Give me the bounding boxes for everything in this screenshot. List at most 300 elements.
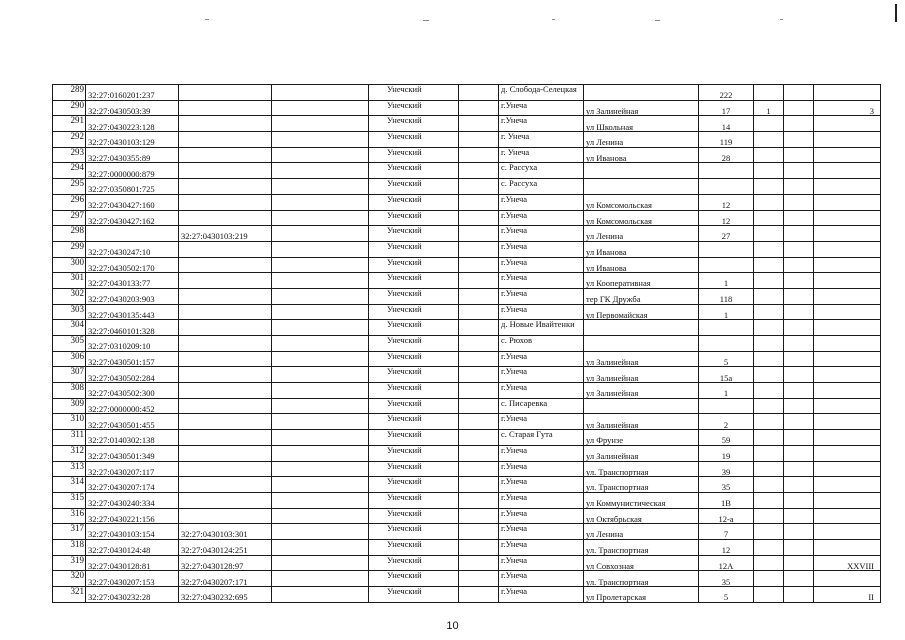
related-cadastral-number: 32:27:0430232:695 bbox=[179, 587, 272, 603]
district-cell: Унечский bbox=[369, 273, 459, 289]
house-number-cell: 2 bbox=[699, 414, 754, 430]
empty-cell bbox=[459, 508, 499, 524]
related-cadastral-number bbox=[179, 336, 272, 352]
locality-cell: г.Унеча bbox=[499, 116, 584, 132]
house-number-cell: 27 bbox=[699, 226, 754, 242]
street-cell: ул Октябрьская bbox=[584, 508, 699, 524]
related-cadastral-number bbox=[179, 179, 272, 195]
table-row bbox=[53, 147, 881, 163]
district-cell: Унечский bbox=[369, 445, 459, 461]
locality-cell: г.Унеча bbox=[499, 555, 584, 571]
row-number: 320 bbox=[53, 571, 86, 587]
house-number-cell: 12А bbox=[699, 555, 754, 571]
empty-cell bbox=[459, 445, 499, 461]
related-cadastral-number bbox=[179, 288, 272, 304]
locality-cell: г.Унеча bbox=[499, 241, 584, 257]
apartment-cell bbox=[814, 336, 881, 352]
table-row bbox=[53, 351, 881, 367]
building-cell bbox=[754, 398, 784, 414]
cadastral-number: 32:27:0430501:157 bbox=[86, 351, 179, 367]
empty-cell bbox=[272, 116, 369, 132]
district-cell: Унечский bbox=[369, 100, 459, 116]
apartment-cell bbox=[814, 288, 881, 304]
locality-cell: д. Новые Ивайтенки bbox=[499, 320, 584, 336]
apartment-cell bbox=[814, 508, 881, 524]
empty-cell bbox=[459, 430, 499, 446]
extra-cell bbox=[784, 477, 814, 493]
related-cadastral-number: 32:27:0430128:97 bbox=[179, 555, 272, 571]
table-row bbox=[53, 179, 881, 195]
row-number: 296 bbox=[53, 194, 86, 210]
cadastral-number: 32:27:0430503:39 bbox=[86, 100, 179, 116]
table-row bbox=[53, 85, 881, 101]
row-number: 306 bbox=[53, 351, 86, 367]
apartment-cell bbox=[814, 461, 881, 477]
building-cell bbox=[754, 288, 784, 304]
related-cadastral-number bbox=[179, 241, 272, 257]
locality-cell: с. Рюхов bbox=[499, 336, 584, 352]
building-cell bbox=[754, 194, 784, 210]
cadastral-number: 32:27:0160201:237 bbox=[86, 85, 179, 101]
cadastral-number: 32:27:0460101:328 bbox=[86, 320, 179, 336]
empty-cell bbox=[272, 461, 369, 477]
apartment-cell bbox=[814, 571, 881, 587]
empty-cell bbox=[459, 100, 499, 116]
empty-cell bbox=[459, 179, 499, 195]
empty-cell bbox=[459, 414, 499, 430]
empty-cell bbox=[272, 179, 369, 195]
extra-cell bbox=[784, 179, 814, 195]
house-number-cell: 12 bbox=[699, 539, 754, 555]
locality-cell: с. Старая Гута bbox=[499, 430, 584, 446]
building-cell bbox=[754, 226, 784, 242]
house-number-cell: 12 bbox=[699, 194, 754, 210]
table-row bbox=[53, 210, 881, 226]
related-cadastral-number bbox=[179, 492, 272, 508]
row-number: 305 bbox=[53, 336, 86, 352]
locality-cell: г.Унеча bbox=[499, 194, 584, 210]
empty-cell bbox=[459, 226, 499, 242]
locality-cell: г.Унеча bbox=[499, 524, 584, 540]
district-cell: Унечский bbox=[369, 163, 459, 179]
building-cell bbox=[754, 320, 784, 336]
extra-cell bbox=[784, 539, 814, 555]
related-cadastral-number bbox=[179, 430, 272, 446]
building-cell bbox=[754, 383, 784, 399]
cadastral-number: 32:27:0430247:10 bbox=[86, 241, 179, 257]
apartment-cell bbox=[814, 273, 881, 289]
row-number: 291 bbox=[53, 116, 86, 132]
row-number: 312 bbox=[53, 445, 86, 461]
locality-cell: г.Унеча bbox=[499, 508, 584, 524]
extra-cell bbox=[784, 100, 814, 116]
district-cell: Унечский bbox=[369, 304, 459, 320]
related-cadastral-number bbox=[179, 383, 272, 399]
apartment-cell bbox=[814, 194, 881, 210]
apartment-cell bbox=[814, 367, 881, 383]
building-cell bbox=[754, 571, 784, 587]
locality-cell: г. Унеча bbox=[499, 132, 584, 148]
empty-cell bbox=[459, 587, 499, 603]
related-cadastral-number bbox=[179, 132, 272, 148]
cadastral-number: 32:27:0430427:162 bbox=[86, 210, 179, 226]
street-cell: ул Залинейная bbox=[584, 367, 699, 383]
table-row bbox=[53, 132, 881, 148]
building-cell bbox=[754, 85, 784, 101]
street-cell: ул Комсомольская bbox=[584, 194, 699, 210]
cadastral-number: 32:27:0430103:154 bbox=[86, 524, 179, 540]
district-cell: Унечский bbox=[369, 351, 459, 367]
apartment-cell bbox=[814, 163, 881, 179]
apartment-cell bbox=[814, 383, 881, 399]
house-number-cell bbox=[699, 179, 754, 195]
apartment-cell: II bbox=[814, 587, 881, 603]
empty-cell bbox=[459, 461, 499, 477]
empty-cell bbox=[272, 241, 369, 257]
table-row bbox=[53, 100, 881, 116]
cadastral-number: 32:27:0430502:284 bbox=[86, 367, 179, 383]
empty-cell bbox=[459, 288, 499, 304]
locality-cell: г.Унеча bbox=[499, 288, 584, 304]
empty-cell bbox=[459, 383, 499, 399]
row-number: 299 bbox=[53, 241, 86, 257]
extra-cell bbox=[784, 304, 814, 320]
related-cadastral-number bbox=[179, 273, 272, 289]
row-number: 311 bbox=[53, 430, 86, 446]
cadastral-number: 32:27:0140302:138 bbox=[86, 430, 179, 446]
empty-cell bbox=[272, 367, 369, 383]
extra-cell bbox=[784, 414, 814, 430]
street-cell: ул Ленина bbox=[584, 132, 699, 148]
apartment-cell bbox=[814, 524, 881, 540]
table-row bbox=[53, 273, 881, 289]
extra-cell bbox=[784, 163, 814, 179]
house-number-cell: 119 bbox=[699, 132, 754, 148]
empty-cell bbox=[272, 85, 369, 101]
apartment-cell bbox=[814, 445, 881, 461]
district-cell: Унечский bbox=[369, 367, 459, 383]
district-cell: Унечский bbox=[369, 336, 459, 352]
district-cell: Унечский bbox=[369, 147, 459, 163]
table-row bbox=[53, 492, 881, 508]
house-number-cell: 5 bbox=[699, 351, 754, 367]
building-cell bbox=[754, 210, 784, 226]
row-number: 321 bbox=[53, 587, 86, 603]
related-cadastral-number bbox=[179, 320, 272, 336]
empty-cell bbox=[272, 430, 369, 446]
extra-cell bbox=[784, 273, 814, 289]
extra-cell bbox=[784, 492, 814, 508]
table-row bbox=[53, 383, 881, 399]
related-cadastral-number bbox=[179, 367, 272, 383]
cadastral-number: 32:27:0430501:349 bbox=[86, 445, 179, 461]
district-cell: Унечский bbox=[369, 383, 459, 399]
empty-cell bbox=[459, 367, 499, 383]
empty-cell bbox=[272, 194, 369, 210]
building-cell bbox=[754, 351, 784, 367]
locality-cell: г.Унеча bbox=[499, 571, 584, 587]
cadastral-number: 32:27:0430502:300 bbox=[86, 383, 179, 399]
locality-cell: д. Слобода-Селецкая bbox=[499, 85, 584, 101]
building-cell bbox=[754, 304, 784, 320]
apartment-cell bbox=[814, 414, 881, 430]
related-cadastral-number bbox=[179, 163, 272, 179]
apartment-cell bbox=[814, 539, 881, 555]
locality-cell: г.Унеча bbox=[499, 210, 584, 226]
house-number-cell: 12 bbox=[699, 210, 754, 226]
building-cell bbox=[754, 477, 784, 493]
empty-cell bbox=[459, 147, 499, 163]
cadastral-number: 32:27:0430240:334 bbox=[86, 492, 179, 508]
row-number: 310 bbox=[53, 414, 86, 430]
building-cell bbox=[754, 492, 784, 508]
locality-cell: г.Унеча bbox=[499, 304, 584, 320]
cadastral-number: 32:27:0350801:725 bbox=[86, 179, 179, 195]
building-cell bbox=[754, 241, 784, 257]
empty-cell bbox=[272, 304, 369, 320]
district-cell: Унечский bbox=[369, 414, 459, 430]
empty-cell bbox=[272, 492, 369, 508]
empty-cell bbox=[459, 163, 499, 179]
empty-cell bbox=[459, 571, 499, 587]
street-cell: ул Ленина bbox=[584, 226, 699, 242]
cadastral-number: 32:27:0430124:48 bbox=[86, 539, 179, 555]
locality-cell: г.Унеча bbox=[499, 539, 584, 555]
extra-cell bbox=[784, 571, 814, 587]
house-number-cell: 39 bbox=[699, 461, 754, 477]
empty-cell bbox=[272, 587, 369, 603]
extra-cell bbox=[784, 555, 814, 571]
row-number: 292 bbox=[53, 132, 86, 148]
district-cell: Унечский bbox=[369, 116, 459, 132]
empty-cell bbox=[272, 539, 369, 555]
related-cadastral-number: 32:27:0430207:171 bbox=[179, 571, 272, 587]
extra-cell bbox=[784, 257, 814, 273]
empty-cell bbox=[272, 571, 369, 587]
table-row bbox=[53, 539, 881, 555]
building-cell bbox=[754, 461, 784, 477]
page-number: 10 bbox=[446, 620, 459, 632]
row-number: 319 bbox=[53, 555, 86, 571]
extra-cell bbox=[784, 210, 814, 226]
table-row bbox=[53, 477, 881, 493]
cadastral-number: 32:27:0310209:10 bbox=[86, 336, 179, 352]
apartment-cell bbox=[814, 477, 881, 493]
building-cell bbox=[754, 445, 784, 461]
empty-cell bbox=[459, 273, 499, 289]
house-number-cell: 1 bbox=[699, 304, 754, 320]
related-cadastral-number bbox=[179, 351, 272, 367]
extra-cell bbox=[784, 508, 814, 524]
locality-cell: г.Унеча bbox=[499, 414, 584, 430]
related-cadastral-number bbox=[179, 257, 272, 273]
house-number-cell bbox=[699, 257, 754, 273]
apartment-cell bbox=[814, 304, 881, 320]
registry-body bbox=[53, 85, 881, 603]
table-row bbox=[53, 414, 881, 430]
empty-cell bbox=[459, 524, 499, 540]
building-cell bbox=[754, 179, 784, 195]
locality-cell: г.Унеча bbox=[499, 367, 584, 383]
table-row bbox=[53, 367, 881, 383]
locality-cell: г.Унеча bbox=[499, 445, 584, 461]
extra-cell bbox=[784, 351, 814, 367]
empty-cell bbox=[272, 288, 369, 304]
related-cadastral-number bbox=[179, 116, 272, 132]
street-cell: ул Иванова bbox=[584, 257, 699, 273]
extra-cell bbox=[784, 132, 814, 148]
street-cell: ул Школьная bbox=[584, 116, 699, 132]
street-cell: ул Коммунистическая bbox=[584, 492, 699, 508]
street-cell: ул Совхозная bbox=[584, 555, 699, 571]
row-number: 304 bbox=[53, 320, 86, 336]
district-cell: Унечский bbox=[369, 288, 459, 304]
building-cell bbox=[754, 116, 784, 132]
cadastral-number: 32:27:0430355:89 bbox=[86, 147, 179, 163]
table-row bbox=[53, 241, 881, 257]
apartment-cell bbox=[814, 320, 881, 336]
house-number-cell: 59 bbox=[699, 430, 754, 446]
table-row bbox=[53, 461, 881, 477]
scan-artifacts bbox=[0, 0, 905, 30]
street-cell: ул Залинейная bbox=[584, 414, 699, 430]
apartment-cell bbox=[814, 147, 881, 163]
district-cell: Унечский bbox=[369, 241, 459, 257]
row-number: 308 bbox=[53, 383, 86, 399]
district-cell: Унечский bbox=[369, 461, 459, 477]
house-number-cell: 17 bbox=[699, 100, 754, 116]
district-cell: Унечский bbox=[369, 524, 459, 540]
district-cell: Унечский bbox=[369, 179, 459, 195]
district-cell: Унечский bbox=[369, 398, 459, 414]
related-cadastral-number: 32:27:0430103:219 bbox=[179, 226, 272, 242]
empty-cell bbox=[272, 555, 369, 571]
row-number: 316 bbox=[53, 508, 86, 524]
related-cadastral-number: 32:27:0430103:301 bbox=[179, 524, 272, 540]
cadastral-number: 32:27:0430223:128 bbox=[86, 116, 179, 132]
building-cell: 1 bbox=[754, 100, 784, 116]
empty-cell bbox=[272, 351, 369, 367]
empty-cell bbox=[459, 398, 499, 414]
street-cell bbox=[584, 398, 699, 414]
cadastral-number: 32:27:0000000:879 bbox=[86, 163, 179, 179]
street-cell bbox=[584, 336, 699, 352]
district-cell: Унечский bbox=[369, 210, 459, 226]
row-number: 297 bbox=[53, 210, 86, 226]
row-number: 301 bbox=[53, 273, 86, 289]
empty-cell bbox=[459, 257, 499, 273]
locality-cell: с. Рассуха bbox=[499, 163, 584, 179]
table-row bbox=[53, 524, 881, 540]
street-cell bbox=[584, 85, 699, 101]
empty-cell bbox=[272, 257, 369, 273]
street-cell: ул Кооперативная bbox=[584, 273, 699, 289]
district-cell: Унечский bbox=[369, 85, 459, 101]
empty-cell bbox=[459, 492, 499, 508]
locality-cell: г.Унеча bbox=[499, 587, 584, 603]
extra-cell bbox=[784, 461, 814, 477]
cadastral-number: 32:27:0430502:170 bbox=[86, 257, 179, 273]
house-number-cell bbox=[699, 320, 754, 336]
empty-cell bbox=[459, 555, 499, 571]
building-cell bbox=[754, 367, 784, 383]
empty-cell bbox=[272, 132, 369, 148]
district-cell: Унечский bbox=[369, 320, 459, 336]
street-cell: ул Ленина bbox=[584, 524, 699, 540]
empty-cell bbox=[459, 477, 499, 493]
table-row bbox=[53, 587, 881, 603]
house-number-cell: 1В bbox=[699, 492, 754, 508]
locality-cell: г.Унеча bbox=[499, 461, 584, 477]
street-cell: ул Иванова bbox=[584, 147, 699, 163]
table-row bbox=[53, 508, 881, 524]
extra-cell bbox=[784, 241, 814, 257]
locality-cell: г.Унеча bbox=[499, 492, 584, 508]
related-cadastral-number bbox=[179, 147, 272, 163]
land-registry-table bbox=[52, 84, 881, 603]
apartment-cell: 3 bbox=[814, 100, 881, 116]
row-number: 293 bbox=[53, 147, 86, 163]
locality-cell: г. Унеча bbox=[499, 147, 584, 163]
apartment-cell bbox=[814, 210, 881, 226]
district-cell: Унечский bbox=[369, 430, 459, 446]
apartment-cell bbox=[814, 132, 881, 148]
empty-cell bbox=[272, 320, 369, 336]
district-cell: Унечский bbox=[369, 477, 459, 493]
extra-cell bbox=[784, 383, 814, 399]
related-cadastral-number bbox=[179, 210, 272, 226]
row-number: 303 bbox=[53, 304, 86, 320]
related-cadastral-number bbox=[179, 194, 272, 210]
street-cell bbox=[584, 163, 699, 179]
street-cell: ул. Транспортная bbox=[584, 477, 699, 493]
related-cadastral-number bbox=[179, 445, 272, 461]
locality-cell: г.Унеча bbox=[499, 226, 584, 242]
house-number-cell: 15а bbox=[699, 367, 754, 383]
building-cell bbox=[754, 147, 784, 163]
extra-cell bbox=[784, 336, 814, 352]
locality-cell: с. Писаревка bbox=[499, 398, 584, 414]
locality-cell: г.Унеча bbox=[499, 257, 584, 273]
cadastral-number: 32:27:0430133:77 bbox=[86, 273, 179, 289]
apartment-cell bbox=[814, 241, 881, 257]
house-number-cell bbox=[699, 336, 754, 352]
cadastral-number: 32:27:0430501:455 bbox=[86, 414, 179, 430]
house-number-cell: 5 bbox=[699, 587, 754, 603]
extra-cell bbox=[784, 367, 814, 383]
building-cell bbox=[754, 336, 784, 352]
table-row bbox=[53, 194, 881, 210]
extra-cell bbox=[784, 85, 814, 101]
empty-cell bbox=[459, 351, 499, 367]
related-cadastral-number: 32:27:0430124:251 bbox=[179, 539, 272, 555]
cadastral-number: 32:27:0430135:443 bbox=[86, 304, 179, 320]
street-cell: ул Первомайская bbox=[584, 304, 699, 320]
extra-cell bbox=[784, 288, 814, 304]
empty-cell bbox=[272, 273, 369, 289]
row-number: 294 bbox=[53, 163, 86, 179]
street-cell: ул Комсомольская bbox=[584, 210, 699, 226]
empty-cell bbox=[459, 132, 499, 148]
cadastral-number bbox=[86, 226, 179, 242]
row-number: 300 bbox=[53, 257, 86, 273]
street-cell: тер ГК Дружба bbox=[584, 288, 699, 304]
extra-cell bbox=[784, 430, 814, 446]
row-number: 290 bbox=[53, 100, 86, 116]
house-number-cell: 19 bbox=[699, 445, 754, 461]
street-cell: ул Залинейная bbox=[584, 445, 699, 461]
building-cell bbox=[754, 257, 784, 273]
